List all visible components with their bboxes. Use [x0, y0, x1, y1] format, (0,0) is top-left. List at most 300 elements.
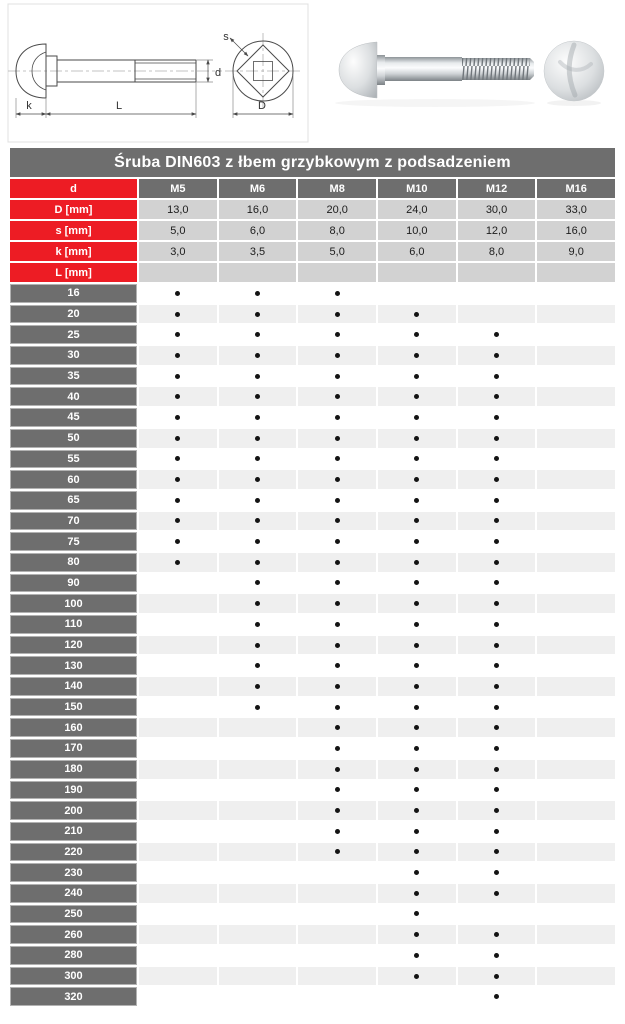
- length-row-45: [10, 408, 615, 427]
- dim-label-s: s: [223, 31, 229, 43]
- availability-cell: [139, 491, 217, 510]
- availability-cell: [458, 698, 536, 717]
- empty-cell: [139, 636, 217, 655]
- empty-cell: [139, 801, 217, 820]
- availability-dot-icon: [175, 415, 180, 420]
- empty-cell: [139, 594, 217, 613]
- empty-cell: [378, 987, 456, 1006]
- availability-dot-icon: [414, 580, 419, 585]
- empty-cell: [139, 987, 217, 1006]
- availability-cell: [458, 470, 536, 489]
- availability-dot-icon: [414, 477, 419, 482]
- empty-cell: [537, 946, 615, 965]
- availability-cell: [139, 367, 217, 386]
- empty-cell: [298, 946, 376, 965]
- length-label: 220: [10, 843, 137, 862]
- availability-dot-icon: [175, 456, 180, 461]
- availability-dot-icon: [255, 705, 260, 710]
- column-header-m16: M16: [537, 179, 615, 198]
- empty-cell: [219, 781, 297, 800]
- empty-cell: [537, 615, 615, 634]
- availability-cell: [378, 594, 456, 613]
- availability-cell: [378, 760, 456, 779]
- availability-cell: [298, 718, 376, 737]
- availability-cell: [378, 553, 456, 572]
- availability-dot-icon: [414, 705, 419, 710]
- availability-dot-icon: [494, 560, 499, 565]
- availability-cell: [219, 284, 297, 303]
- empty-cell: [537, 574, 615, 593]
- empty-cell: [458, 305, 536, 324]
- availability-dot-icon: [414, 415, 419, 420]
- length-label: 210: [10, 822, 137, 841]
- column-header-m5: M5: [139, 179, 217, 198]
- bolt-photo: [335, 42, 535, 107]
- availability-dot-icon: [414, 622, 419, 627]
- availability-dot-icon: [255, 684, 260, 689]
- empty-cell: [139, 925, 217, 944]
- availability-cell: [378, 677, 456, 696]
- availability-cell: [298, 408, 376, 427]
- availability-dot-icon: [175, 560, 180, 565]
- availability-cell: [378, 863, 456, 882]
- empty-cell: [139, 574, 217, 593]
- availability-dot-icon: [255, 539, 260, 544]
- availability-cell: [298, 553, 376, 572]
- availability-cell: [458, 822, 536, 841]
- availability-dot-icon: [335, 829, 340, 834]
- empty-cell: [537, 346, 615, 365]
- availability-cell: [378, 801, 456, 820]
- availability-dot-icon: [494, 808, 499, 813]
- length-label: 55: [10, 450, 137, 469]
- availability-cell: [458, 491, 536, 510]
- length-label: 40: [10, 387, 137, 406]
- empty-cell: [219, 884, 297, 903]
- availability-cell: [458, 429, 536, 448]
- availability-cell: [458, 636, 536, 655]
- figures-strip: [0, 0, 625, 148]
- availability-cell: [298, 387, 376, 406]
- availability-cell: [139, 450, 217, 469]
- length-label: 20: [10, 305, 137, 324]
- length-row-30: [10, 346, 615, 365]
- availability-dot-icon: [335, 312, 340, 317]
- availability-cell: [458, 553, 536, 572]
- availability-dot-icon: [255, 518, 260, 523]
- availability-dot-icon: [494, 953, 499, 958]
- length-label: 130: [10, 656, 137, 675]
- availability-dot-icon: [494, 374, 499, 379]
- availability-cell: [219, 698, 297, 717]
- availability-cell: [458, 801, 536, 820]
- availability-dot-icon: [255, 353, 260, 358]
- availability-cell: [219, 346, 297, 365]
- length-label: 100: [10, 594, 137, 613]
- availability-cell: [458, 987, 536, 1006]
- availability-cell: [298, 594, 376, 613]
- availability-dot-icon: [335, 684, 340, 689]
- availability-cell: [219, 305, 297, 324]
- empty-cell: [537, 470, 615, 489]
- availability-dot-icon: [255, 374, 260, 379]
- bolt-photo-shank: [385, 57, 462, 81]
- availability-cell: [298, 739, 376, 758]
- length-row-110: [10, 615, 615, 634]
- table-header-row: [10, 179, 615, 198]
- availability-dot-icon: [335, 477, 340, 482]
- availability-cell: [219, 450, 297, 469]
- availability-cell: [298, 491, 376, 510]
- availability-dot-icon: [414, 353, 419, 358]
- availability-dot-icon: [335, 518, 340, 523]
- availability-dot-icon: [494, 725, 499, 730]
- length-label: 60: [10, 470, 137, 489]
- availability-cell: [458, 946, 536, 965]
- empty-cell: [537, 967, 615, 986]
- availability-dot-icon: [414, 953, 419, 958]
- availability-dot-icon: [494, 870, 499, 875]
- spec-row-label: s [mm]: [10, 221, 137, 240]
- availability-cell: [298, 367, 376, 386]
- spec-value: [298, 263, 376, 282]
- spec-value: [378, 263, 456, 282]
- availability-cell: [219, 594, 297, 613]
- availability-cell: [458, 615, 536, 634]
- availability-cell: [458, 884, 536, 903]
- empty-cell: [298, 925, 376, 944]
- availability-dot-icon: [255, 436, 260, 441]
- empty-cell: [537, 677, 615, 696]
- availability-cell: [378, 656, 456, 675]
- length-label: 70: [10, 512, 137, 531]
- spec-value: 5,0: [139, 221, 217, 240]
- empty-cell: [537, 491, 615, 510]
- availability-dot-icon: [414, 891, 419, 896]
- empty-cell: [298, 987, 376, 1006]
- column-header-m6: M6: [219, 179, 297, 198]
- availability-cell: [378, 387, 456, 406]
- dim-label-d: d: [215, 67, 222, 79]
- spec-row-D: [10, 200, 615, 219]
- availability-cell: [378, 718, 456, 737]
- empty-cell: [219, 863, 297, 882]
- availability-dot-icon: [414, 787, 419, 792]
- availability-dot-icon: [414, 932, 419, 937]
- length-row-190: [10, 781, 615, 800]
- availability-cell: [298, 284, 376, 303]
- availability-cell: [219, 470, 297, 489]
- bolt-side-view-drawing: [8, 44, 222, 98]
- empty-cell: [298, 967, 376, 986]
- availability-dot-icon: [494, 932, 499, 937]
- availability-dot-icon: [414, 663, 419, 668]
- availability-dot-icon: [255, 601, 260, 606]
- empty-cell: [537, 863, 615, 882]
- availability-dot-icon: [494, 539, 499, 544]
- empty-cell: [537, 822, 615, 841]
- availability-dot-icon: [414, 746, 419, 751]
- availability-dot-icon: [335, 808, 340, 813]
- availability-cell: [219, 636, 297, 655]
- availability-dot-icon: [414, 870, 419, 875]
- empty-cell: [139, 843, 217, 862]
- availability-cell: [378, 325, 456, 344]
- availability-cell: [458, 781, 536, 800]
- availability-dot-icon: [494, 601, 499, 606]
- availability-cell: [378, 698, 456, 717]
- technical-drawing-and-photos: [0, 0, 625, 148]
- empty-cell: [537, 801, 615, 820]
- availability-cell: [298, 760, 376, 779]
- availability-dot-icon: [335, 705, 340, 710]
- availability-cell: [219, 367, 297, 386]
- availability-cell: [139, 346, 217, 365]
- availability-dot-icon: [335, 353, 340, 358]
- length-label: 90: [10, 574, 137, 593]
- availability-dot-icon: [414, 808, 419, 813]
- availability-cell: [298, 801, 376, 820]
- availability-dot-icon: [494, 477, 499, 482]
- availability-dot-icon: [414, 684, 419, 689]
- availability-dot-icon: [335, 498, 340, 503]
- availability-dot-icon: [335, 580, 340, 585]
- column-header-m10: M10: [378, 179, 456, 198]
- availability-dot-icon: [414, 849, 419, 854]
- availability-dot-icon: [414, 767, 419, 772]
- availability-dot-icon: [494, 622, 499, 627]
- availability-dot-icon: [414, 911, 419, 916]
- length-row-170: [10, 739, 615, 758]
- spec-value: 9,0: [537, 242, 615, 261]
- length-row-20: [10, 305, 615, 324]
- length-label: 190: [10, 781, 137, 800]
- spec-value: 6,0: [219, 221, 297, 240]
- length-label: 35: [10, 367, 137, 386]
- availability-dot-icon: [335, 746, 340, 751]
- availability-cell: [298, 822, 376, 841]
- spec-value: [139, 263, 217, 282]
- empty-cell: [139, 822, 217, 841]
- length-row-260: [10, 925, 615, 944]
- column-header-d: d: [10, 179, 137, 198]
- empty-cell: [139, 615, 217, 634]
- availability-dot-icon: [255, 498, 260, 503]
- availability-cell: [458, 532, 536, 551]
- spec-value: [537, 263, 615, 282]
- availability-cell: [458, 760, 536, 779]
- availability-cell: [298, 512, 376, 531]
- availability-dot-icon: [414, 332, 419, 337]
- length-label: 65: [10, 491, 137, 510]
- availability-dot-icon: [335, 436, 340, 441]
- availability-cell: [378, 305, 456, 324]
- availability-dot-icon: [414, 725, 419, 730]
- availability-cell: [458, 863, 536, 882]
- availability-cell: [378, 925, 456, 944]
- spec-value: 6,0: [378, 242, 456, 261]
- availability-dot-icon: [335, 394, 340, 399]
- length-row-180: [10, 760, 615, 779]
- availability-dot-icon: [255, 456, 260, 461]
- empty-cell: [298, 863, 376, 882]
- spec-value: 3,0: [139, 242, 217, 261]
- bolt-photo-head: [339, 42, 377, 98]
- spec-value: 3,5: [219, 242, 297, 261]
- length-row-220: [10, 843, 615, 862]
- availability-dot-icon: [255, 663, 260, 668]
- spec-value: 20,0: [298, 200, 376, 219]
- availability-dot-icon: [414, 829, 419, 834]
- availability-dot-icon: [255, 291, 260, 296]
- length-row-60: [10, 470, 615, 489]
- length-label: 110: [10, 615, 137, 634]
- empty-cell: [537, 325, 615, 344]
- availability-dot-icon: [494, 767, 499, 772]
- empty-cell: [537, 284, 615, 303]
- length-label: 200: [10, 801, 137, 820]
- empty-cell: [298, 884, 376, 903]
- availability-dot-icon: [255, 415, 260, 420]
- empty-cell: [378, 284, 456, 303]
- availability-cell: [298, 450, 376, 469]
- empty-cell: [537, 987, 615, 1006]
- availability-cell: [298, 532, 376, 551]
- dim-label-L: L: [115, 100, 123, 112]
- empty-cell: [537, 450, 615, 469]
- length-label: 120: [10, 636, 137, 655]
- empty-cell: [139, 760, 217, 779]
- availability-dot-icon: [494, 663, 499, 668]
- length-row-25: [10, 325, 615, 344]
- availability-cell: [298, 346, 376, 365]
- length-label: 250: [10, 905, 137, 924]
- availability-cell: [219, 512, 297, 531]
- availability-cell: [378, 408, 456, 427]
- length-label: 240: [10, 884, 137, 903]
- length-label: 260: [10, 925, 137, 944]
- availability-cell: [139, 305, 217, 324]
- availability-dot-icon: [175, 436, 180, 441]
- drawing-frame: [8, 4, 308, 142]
- length-label: 280: [10, 946, 137, 965]
- empty-cell: [537, 698, 615, 717]
- availability-dot-icon: [175, 394, 180, 399]
- length-row-90: [10, 574, 615, 593]
- availability-dot-icon: [335, 725, 340, 730]
- spec-value: [219, 263, 297, 282]
- empty-cell: [139, 677, 217, 696]
- availability-cell: [219, 532, 297, 551]
- availability-cell: [219, 491, 297, 510]
- availability-cell: [298, 781, 376, 800]
- availability-cell: [298, 677, 376, 696]
- length-label: 150: [10, 698, 137, 717]
- availability-dot-icon: [175, 539, 180, 544]
- availability-cell: [458, 718, 536, 737]
- length-row-160: [10, 718, 615, 737]
- availability-dot-icon: [414, 312, 419, 317]
- empty-cell: [139, 905, 217, 924]
- empty-cell: [139, 967, 217, 986]
- length-row-55: [10, 450, 615, 469]
- length-row-70: [10, 512, 615, 531]
- availability-dot-icon: [494, 891, 499, 896]
- availability-dot-icon: [414, 456, 419, 461]
- empty-cell: [298, 905, 376, 924]
- empty-cell: [219, 987, 297, 1006]
- availability-dot-icon: [175, 477, 180, 482]
- availability-cell: [298, 305, 376, 324]
- availability-dot-icon: [494, 436, 499, 441]
- availability-cell: [219, 615, 297, 634]
- empty-cell: [537, 512, 615, 531]
- spec-value: 16,0: [219, 200, 297, 219]
- length-label: 50: [10, 429, 137, 448]
- dim-label-D: D: [258, 100, 266, 112]
- empty-cell: [139, 884, 217, 903]
- empty-cell: [537, 367, 615, 386]
- empty-cell: [458, 905, 536, 924]
- empty-cell: [139, 698, 217, 717]
- availability-dot-icon: [335, 291, 340, 296]
- availability-dot-icon: [494, 974, 499, 979]
- availability-cell: [139, 387, 217, 406]
- empty-cell: [537, 408, 615, 427]
- availability-dot-icon: [335, 601, 340, 606]
- empty-cell: [537, 636, 615, 655]
- length-row-320: [10, 987, 615, 1006]
- empty-cell: [537, 884, 615, 903]
- availability-cell: [378, 470, 456, 489]
- availability-dot-icon: [255, 477, 260, 482]
- empty-cell: [537, 905, 615, 924]
- availability-cell: [298, 429, 376, 448]
- availability-dot-icon: [335, 849, 340, 854]
- availability-dot-icon: [255, 643, 260, 648]
- empty-cell: [537, 656, 615, 675]
- availability-dot-icon: [175, 374, 180, 379]
- empty-cell: [219, 718, 297, 737]
- length-row-140: [10, 677, 615, 696]
- availability-cell: [298, 574, 376, 593]
- availability-cell: [458, 843, 536, 862]
- length-row-200: [10, 801, 615, 820]
- empty-cell: [219, 967, 297, 986]
- length-label: 140: [10, 677, 137, 696]
- empty-cell: [458, 284, 536, 303]
- availability-dot-icon: [175, 353, 180, 358]
- spec-value: 16,0: [537, 221, 615, 240]
- availability-dot-icon: [255, 312, 260, 317]
- dim-label-k: k: [26, 100, 32, 112]
- length-row-40: [10, 387, 615, 406]
- length-label: 80: [10, 553, 137, 572]
- availability-cell: [139, 512, 217, 531]
- availability-cell: [139, 429, 217, 448]
- availability-cell: [219, 325, 297, 344]
- availability-cell: [458, 450, 536, 469]
- availability-dot-icon: [335, 767, 340, 772]
- availability-dot-icon: [494, 746, 499, 751]
- availability-cell: [458, 677, 536, 696]
- availability-cell: [139, 532, 217, 551]
- availability-dot-icon: [414, 374, 419, 379]
- availability-dot-icon: [175, 291, 180, 296]
- availability-cell: [378, 739, 456, 758]
- availability-dot-icon: [494, 580, 499, 585]
- length-label: 170: [10, 739, 137, 758]
